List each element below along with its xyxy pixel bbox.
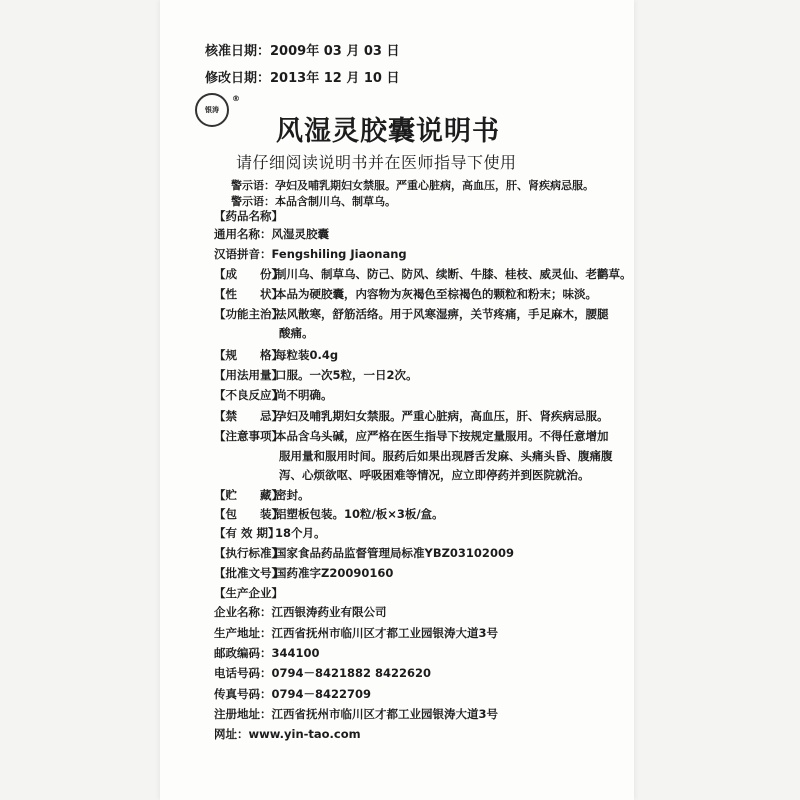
ingredients-label: 【成 份】 — [214, 267, 283, 281]
generic-name: 通用名称：风湿灵胶囊 — [214, 227, 329, 241]
registered-mark: ® — [232, 94, 240, 103]
approve-date-value: 2009年 03 月 03 日 — [270, 44, 400, 59]
character-row — [214, 286, 597, 302]
company-name: 企业名称：江西银涛药业有限公司 — [214, 605, 387, 619]
logo-text: 银涛 — [205, 106, 219, 114]
caution-value-3: 泻、心烦欲呕、呼吸困难等情况，应立即停药并到医院就治。 — [279, 468, 590, 482]
company-phone: 电话号码：0794－8421882 8422620 — [214, 666, 432, 680]
company-postcode: 邮政编码：344100 — [214, 646, 320, 660]
spec-value: 每粒装0.4g — [275, 348, 339, 362]
caution-row — [214, 428, 609, 444]
warning-line-2: 警示语：本品含制川乌、制草乌。 — [231, 195, 396, 208]
approval-value: 国药准字Z20090160 — [275, 566, 394, 580]
manufacturer-heading: 【生产企业】 — [214, 586, 283, 600]
adverse-row — [214, 387, 333, 403]
usage-value: 口服。一次5粒，一日2次。 — [275, 368, 418, 382]
pinyin-name: 汉语拼音：Fengshiling Jiaonang — [214, 247, 407, 261]
validity-value: 18个月。 — [275, 526, 326, 540]
indication-row — [214, 306, 609, 322]
approve-date-label: 核准日期： — [205, 44, 271, 59]
spec-row — [214, 347, 338, 363]
usage-row — [214, 367, 418, 383]
revise-date-value: 2013年 12 月 10 日 — [270, 71, 400, 86]
storage-row — [214, 487, 310, 503]
contra-value: 孕妇及哺乳期妇女禁服。严重心脏病，高血压，肝、肾疾病忌服。 — [275, 409, 609, 423]
standard-value: 国家食品药品监督管理局标准YBZ03102009 — [275, 546, 514, 560]
caution-value-2: 服用量和服用时间。服药后如果出现唇舌发麻、头痛头昏、腹痛腹 — [279, 449, 613, 463]
company-reg-address: 注册地址：江西省抚州市临川区才都工业园银涛大道3号 — [214, 707, 498, 721]
adverse-value: 尚不明确。 — [275, 388, 333, 402]
approve-date-line — [205, 40, 399, 59]
caution-label: 【注意事项】 — [214, 429, 283, 443]
spec-label: 【规 格】 — [214, 348, 283, 362]
approval-row — [214, 565, 393, 581]
package-label: 【包 装】 — [214, 507, 283, 521]
character-value: 本品为硬胶囊，内容物为灰褐色至棕褐色的颗粒和粉末；味淡。 — [275, 287, 597, 301]
document-subtitle: 请仔细阅读说明书并在医师指导下使用 — [236, 153, 517, 172]
brand-logo — [195, 93, 229, 127]
validity-label: 【有 效 期】 — [214, 526, 280, 540]
package-value: 铝塑板包装。10粒/板×3板/盒。 — [275, 507, 444, 521]
ingredients-row — [214, 266, 632, 282]
indication-value-1: 祛风散寒，舒筋活络。用于风寒湿痹，关节疼痛，手足麻木，腰腿 — [275, 307, 609, 321]
revise-date-label: 修改日期： — [205, 71, 271, 86]
approval-label: 【批准文号】 — [214, 566, 283, 580]
drug-name-heading: 【药品名称】 — [214, 209, 283, 223]
revise-date-line — [205, 67, 399, 86]
indication-label: 【功能主治】 — [214, 307, 283, 321]
standard-row — [214, 545, 514, 561]
validity-row — [214, 525, 326, 541]
caution-value-1: 本品含乌头碱，应严格在医生指导下按规定量服用。不得任意增加 — [275, 429, 609, 443]
contra-row — [214, 408, 609, 424]
indication-value-2: 酸痛。 — [279, 326, 314, 340]
storage-value: 密封。 — [275, 488, 310, 502]
storage-label: 【贮 藏】 — [214, 488, 283, 502]
warning-line-1: 警示语：孕妇及哺乳期妇女禁服。严重心脏病，高血压，肝、肾疾病忌服。 — [231, 179, 594, 192]
company-fax: 传真号码：0794－8422709 — [214, 687, 372, 701]
ingredients-value: 制川乌、制草乌、防己、防风、续断、牛膝、桂枝、威灵仙、老鹳草。 — [275, 267, 632, 281]
character-label: 【性 状】 — [214, 287, 283, 301]
adverse-label: 【不良反应】 — [214, 388, 283, 402]
package-row — [214, 506, 444, 522]
usage-label: 【用法用量】 — [214, 368, 283, 382]
company-website: 网址：www.yin-tao.com — [214, 727, 361, 741]
contra-label: 【禁 忌】 — [214, 409, 283, 423]
company-address: 生产地址：江西省抚州市临川区才都工业园银涛大道3号 — [214, 626, 498, 640]
document-title: 风湿灵胶囊说明书 — [276, 116, 500, 147]
standard-label: 【执行标准】 — [214, 546, 283, 560]
